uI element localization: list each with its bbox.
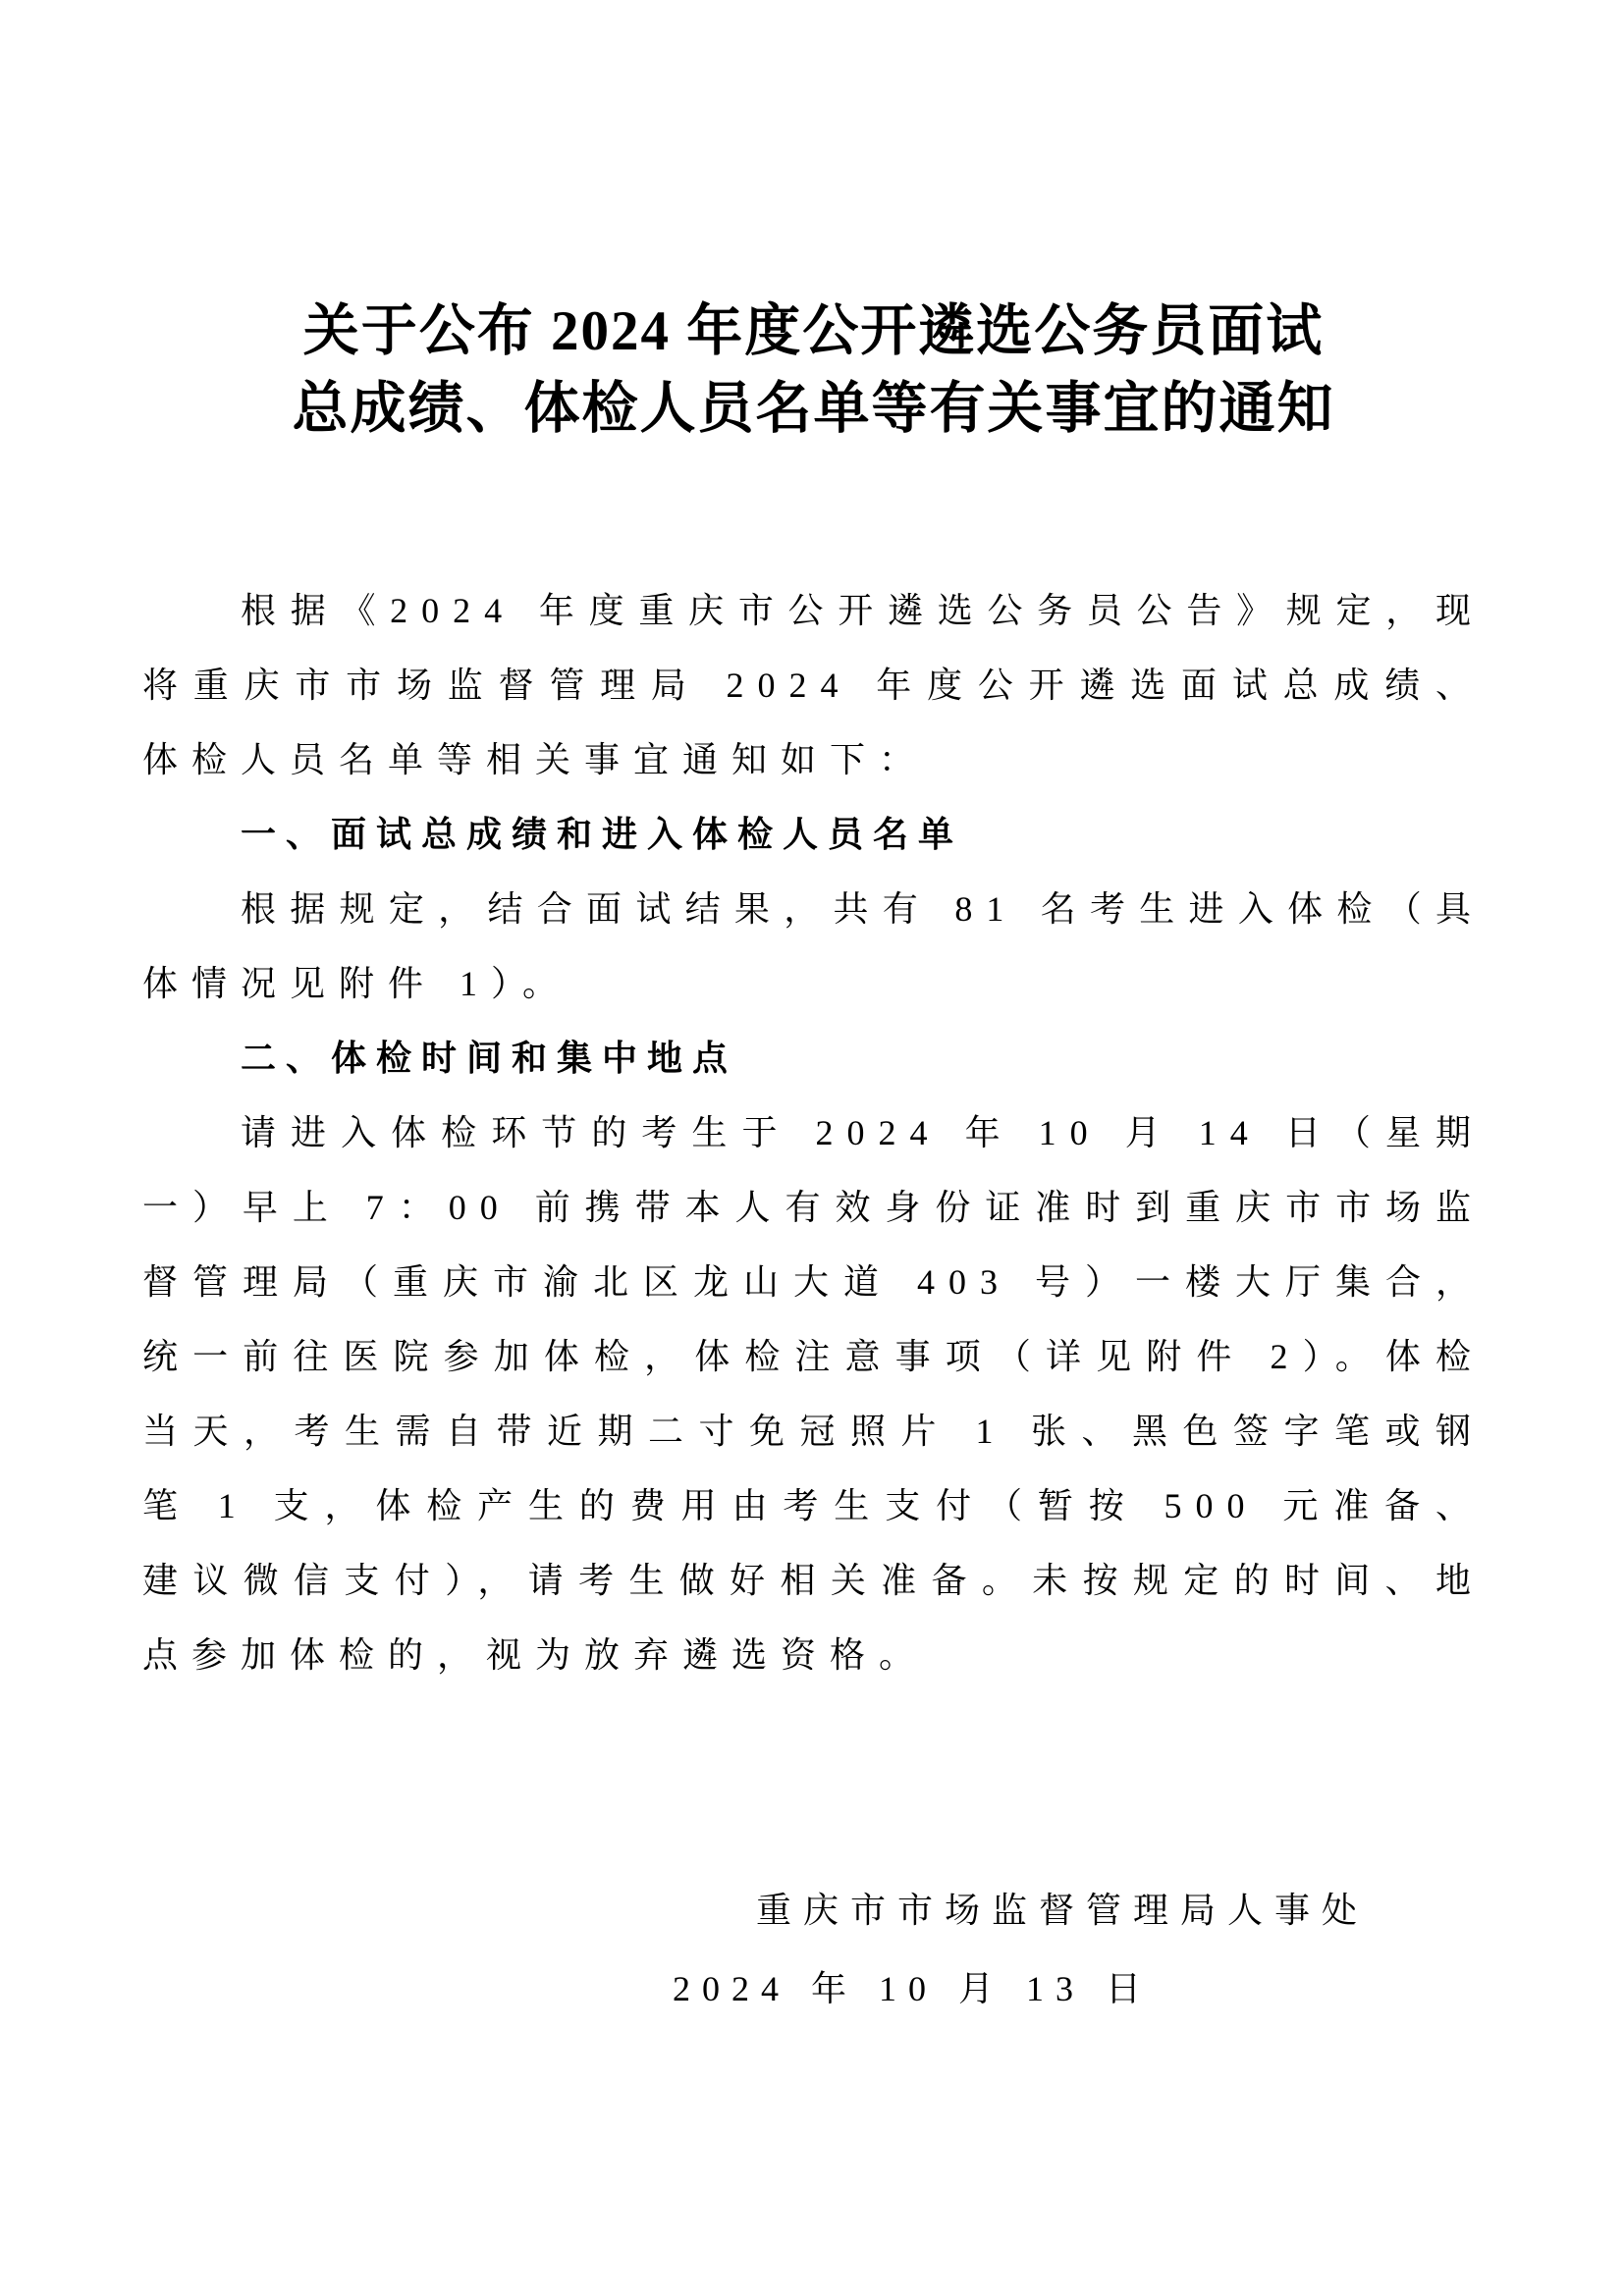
document-footer xyxy=(142,1871,1485,2028)
document-title xyxy=(142,293,1485,448)
section-2-heading: 二、体检时间和集中地点 xyxy=(241,1038,738,1078)
section-1-paragraph: 根据规定，结合面试结果，共有 81 名考生进入体检（具体情况见附件 1）。 xyxy=(142,889,1485,1003)
intro-paragraph: 根据《2024 年度重庆市公开遴选公务员公告》规定，现将重庆市市场监督管理局 2024 年度公开遴选面试总成绩、体检人员名单等相关事宜通知如下： xyxy=(142,591,1485,779)
issuing-department-signature: 重庆市市场监督管理局人事处 xyxy=(755,1891,1369,1930)
document-title-line-2: 总成绩、体检人员名单等有关事宜的通知 xyxy=(292,378,1335,440)
document-title-line-1: 关于公布 2024 年度公开遴选公务员面试 xyxy=(302,300,1325,362)
document-body xyxy=(142,573,1485,1692)
section-1-heading: 一、面试总成绩和进入体检人员名单 xyxy=(241,814,964,854)
section-2-paragraph: 请进入体检环节的考生于 2024 年 10 月 14 日（星期一）早上 7：00 前携带本人有效身份证准时到重庆市市场监督管理局（重庆市渝北区龙山大道 403 号）一楼大厅集合，统一前往医院参加体检，体检注意事项（详见附件 2）。体检当天，考生需自带近期二寸免冠照片 1 张、黑色签字笔或钢笔 1 支，体检产生的费用由考生支付（暂按 500 元准备、建议微信支付），请考生做好相关准备。未按规定的时间、地点参加体检的，视为放弃遴选资格。 xyxy=(142,1113,1485,1675)
issue-date: 2024 年 10 月 13 日 xyxy=(673,1969,1153,2008)
